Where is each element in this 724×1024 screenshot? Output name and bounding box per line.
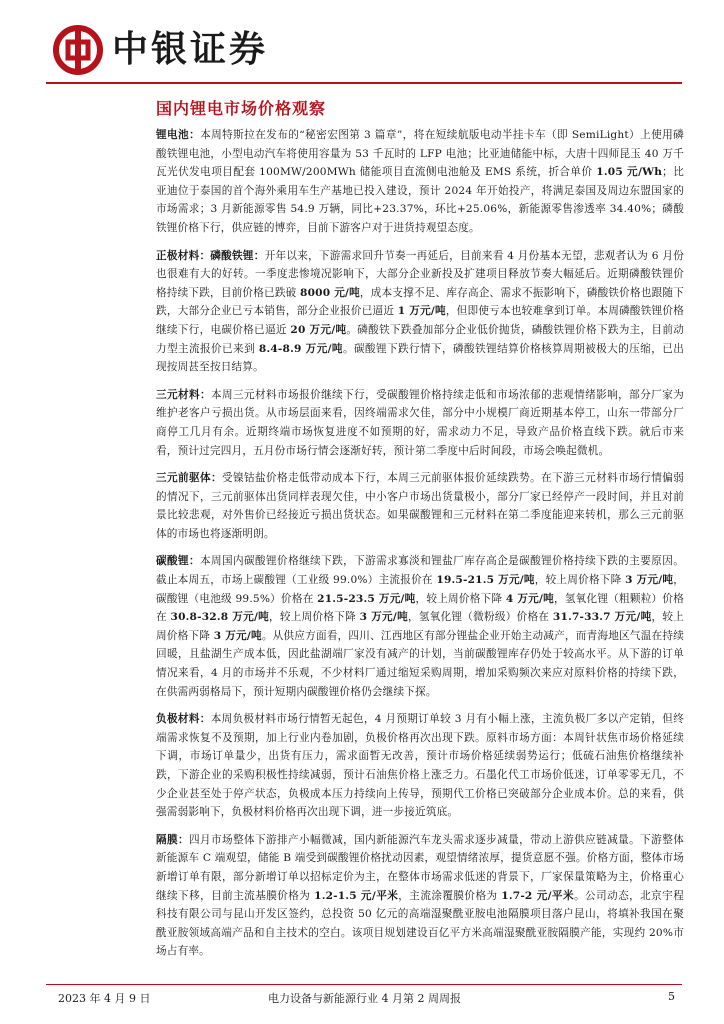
highlight-value: 1.05 元/Wh bbox=[596, 166, 663, 179]
highlight-value: 31.7-33.7 万元/吨 bbox=[552, 611, 652, 624]
highlight-value: 3 万元/吨 bbox=[359, 611, 408, 624]
paragraph-text: 。磷酸铁下跌叠加部分企业低价抛货，磷酸铁锂价格下跌为主，目前动力型主流报价已来到 bbox=[156, 323, 685, 355]
paragraph-lead: 隔膜： bbox=[156, 833, 190, 846]
highlight-value: 1 万元/吨 bbox=[397, 305, 446, 318]
body-paragraph bbox=[156, 552, 684, 701]
paragraph-text: 本周国内碳酸锂价格继续下跌，下游需求寡淡和锂盐厂库存高企是碳酸锂价格持续下跌的主要原因。截止本周五，市场上碳酸锂（工业级 99.0%）主流报价在 bbox=[156, 555, 685, 587]
paragraph-text: 。碳酸锂下跌行情下，磷酸铁锂结算价格核算周期被极大的压缩，已出现按周甚至按日结算。 bbox=[156, 342, 685, 374]
body-paragraph bbox=[156, 831, 684, 961]
report-header bbox=[46, 14, 686, 86]
paragraph-lead: 三元前驱体： bbox=[156, 472, 223, 485]
report-body bbox=[156, 126, 684, 970]
body-paragraph bbox=[156, 247, 684, 377]
highlight-value: 3 万元/吨 bbox=[213, 629, 262, 642]
paragraph-text: 开年以来，下游需求回升节奏一再延后，目前来看 4 月份基本无望，悲观者认为 6 月份也很难有大的好转。一季度悲惨境况影响下，大部分企业新投及扩建项目释放节奏大幅延后。近期磷酸铁锂价格持续下跌，目前价格已跌破 bbox=[156, 249, 684, 299]
header-divider bbox=[46, 82, 682, 84]
paragraph-text: ，较上周价格下降 bbox=[269, 611, 360, 624]
paragraph-text: 。从供应方面看，四川、江西地区有部分锂盐企业开始主动减产，而青海地区气温在持续回暖，且盐湖生产成本低，因此盐湖端厂家没有减产的计划，当前碳酸锂库存仍处于较高水平。从下游的订单情况来看，4 月的市场并不乐观，不少材料厂通过缩短采购周期，增加采购频次来应对原料价格的持续下跌，在供需两弱格局下，预计短期内碳酸锂价格仍会继续下探。 bbox=[156, 629, 684, 698]
paragraph-text: 本周特斯拉在发布的“秘密宏图第 3 篇章”，将在短续航版电动半挂卡车（即 SemiLight）上使用磷酸铁锂电池，小型电动汽车将使用容量为 53 千瓦时的 LFP 电池；比亚迪储能中标，大唐十四师昆玉 40 万千瓦光伏发电项目配套 100MW/200MWh 储能项目直流侧电池舱及 EMS 系统，折合单价 bbox=[156, 129, 684, 179]
paragraph-lead: 负极材料： bbox=[156, 713, 211, 726]
footer-date: 2023 年 4 月 9 日 bbox=[58, 992, 151, 1005]
footer-report-title: 电力设备与新能源行业 4 月第 2 周周报 bbox=[268, 992, 461, 1005]
bank-of-china-logo-icon bbox=[52, 24, 104, 76]
paragraph-text: ，氢氧化锂（微粉级）价格在 bbox=[407, 611, 553, 624]
highlight-value: 1.2-1.5 元/平米 bbox=[314, 889, 399, 902]
highlight-value: 21.5-23.5 万元/吨 bbox=[317, 592, 416, 605]
paragraph-lead: 三元材料： bbox=[156, 388, 212, 401]
highlight-value: 19.5-21.5 万元/吨 bbox=[436, 574, 535, 587]
paragraph-lead: 锂电池： bbox=[156, 129, 201, 141]
paragraph-text: ，较上周价格下降 bbox=[415, 592, 506, 605]
highlight-value: 3 万元/吨 bbox=[625, 574, 674, 587]
paragraph-text: 。公司动态，北京宇程科技有限公司与昆山开发区签约，总投资 50 亿元的高端湿聚酰亚胺电池隔膜项目落户昆山，将填补我国在聚酰亚胺领域高端产品和自主技术的空白。该项目规划建设百亿平方米高端湿聚酰亚胺隔膜产能，实现约 20%市场占有率。 bbox=[156, 889, 684, 958]
paragraph-text: 受镍钴盐价格走低带动成本下行，本周三元前驱体报价延续跌势。在下游三元材料市场行情偏弱的情况下，三元前驱体出货同样表现欠佳，中小客户市场出货量极小，部分厂家已经停产一段时间，并且对前景比较悲观，对外售价已经接近亏损出货状态。如果碳酸锂和三元材料在第二季度能迎来转机，那么三元前驱体的市场也将逐渐明朗。 bbox=[156, 472, 684, 540]
body-paragraph bbox=[156, 469, 684, 543]
highlight-value: 8000 元/吨 bbox=[300, 286, 360, 299]
paragraph-text: ，但即使亏本也较难拿到订单。本周磷酸铁锂价格继续下行，电碳价格已逼近 bbox=[156, 305, 684, 336]
highlight-value: 8.4-8.9 万元/吨 bbox=[258, 342, 343, 355]
paragraph-text: ，成本支撑不足、库存高企、需求不振影响下，磷酸铁价格也跟随下跌，大部分企业已亏本销售，部分企业报价已逼近 bbox=[156, 286, 684, 318]
highlight-value: 1.7-2 元/平米 bbox=[501, 889, 574, 902]
body-paragraph bbox=[156, 710, 684, 822]
section-title: 国内锂电市场价格观察 bbox=[156, 99, 327, 118]
page-number: 5 bbox=[668, 990, 675, 1003]
highlight-value: 30.8-32.8 万元/吨 bbox=[170, 611, 270, 624]
paragraph-text: ；比亚迪位于泰国的首个海外乘用车生产基地已投入建设，预计 2024 年开始投产，将满足泰国及周边东盟国家的市场需求；3 月新能源零售 54.9 万辆，同比+23.37%，环比+25.06%，新能源零售渗透率 34.40%；磷酸铁锂价格下行，供应链的博弈，目前下游客户对于进货持观望态度。 bbox=[156, 166, 684, 234]
highlight-value: 4 万元/吨 bbox=[505, 592, 554, 605]
paragraph-text: 本周负极材料市场行情暂无起色，4 月预期订单较 3 月有小幅上涨，主流负极厂多以产定销，但终端需求恢复不及预期，加上行业内卷加剧，负极价格再次出现下跌。原料市场方面：本周针状焦市场价格延续下调，市场订单量少，出货有压力，需求面暂无改善，预计市场价格延续弱势运行；低硫石油焦价格继续补跌，下游企业的采购积极性持续减弱，预计石油焦价格上涨乏力。石墨化代工市场价低迷，订单零零无几，不少企业甚至处于停产状态，负极成本压力持续向上传导，预期代工价格已突破部分企业成本价。总的来看，供强需弱影响下，负极材料价格再次出现下调，进一步接近筑底。 bbox=[156, 713, 685, 819]
body-paragraph bbox=[156, 386, 684, 460]
paragraph-text: ，较上周价格下降 bbox=[534, 574, 626, 587]
paragraph-text: ，较上周价格下降 bbox=[156, 611, 684, 642]
highlight-value: 20 万元/吨 bbox=[290, 323, 347, 336]
paragraph-text: ，氢氧化锂（粗颗粒）价格在 bbox=[156, 592, 684, 624]
paragraph-lead: 碳酸锂： bbox=[156, 555, 201, 568]
footer-divider bbox=[46, 984, 682, 985]
paragraph-text: ，主流涂覆膜价格为 bbox=[398, 889, 502, 902]
paragraph-text: 四月市场整体下游排产小幅微减，国内新能源汽车龙头需求逐步减量，带动上游供应链减量。下游整体新能源车 C 端观望，储能 B 端受到碳酸锂价格扰动因素，观望情绪浓厚，提货意愿不强。价格方面，整体市场新增订单有限，部分新增订单以招标定价为主，在整体市场需求低迷的背景下，厂家保量策略为主，价格重心继续下移，目前主流基膜价格为 bbox=[156, 833, 684, 902]
paragraph-text: ，碳酸锂（电池级 99.5%）价格在 bbox=[156, 574, 685, 605]
body-paragraph bbox=[156, 126, 684, 238]
paragraph-text: 本周三元材料市场报价继续下行，受碳酸锂价格持续走低和市场浓郁的悲观情绪影响，部分厂家为维护老客户亏损出货。从市场层面来看，因终端需求欠佳，部分中小规模厂商近期基本停工，山东一带部分厂商停工几月有余。近期终端市场恢复进度不如预期的好，需求动力不足，导致产品价格直线下跌。就后市来看，预计过完四月，五月份市场行情会逐渐好转，预计第二季度中后时间段，市场会唤起微机。 bbox=[156, 388, 684, 457]
brand-name: 中银证券 bbox=[112, 29, 269, 70]
paragraph-lead: 正极材料：磷酸铁锂： bbox=[156, 249, 265, 262]
